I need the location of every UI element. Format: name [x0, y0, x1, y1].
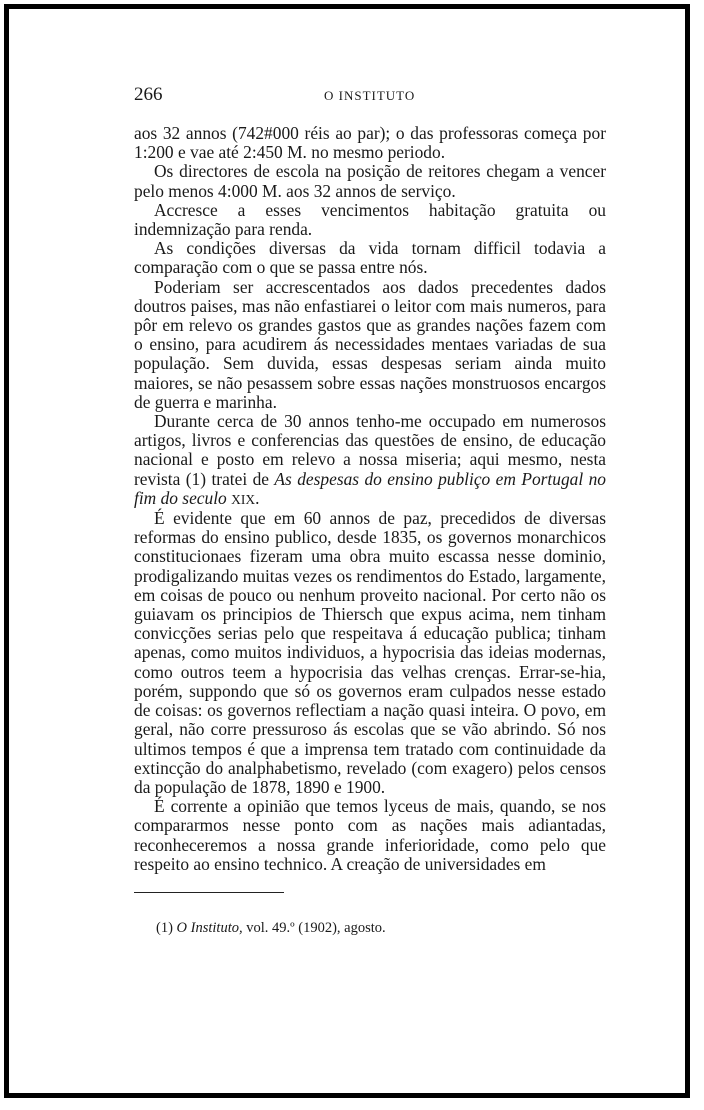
paragraph: Accresce a esses vencimentos habitação gratuita ou indemnização para renda. — [134, 199, 606, 240]
page-header — [134, 84, 606, 106]
cited-title: As despesas do ensino publiço em Portugal no fim do seculo — [134, 468, 606, 508]
paragraph: As condições diversas da vida tornam difficil todavia a comparação com o que se passa entre nós. — [134, 238, 606, 278]
footnote-rule — [134, 892, 284, 893]
century-numeral: XIX — [231, 491, 256, 507]
page-number: 266 — [134, 84, 163, 105]
paragraph: Os directores de escola na posição de reitores chegam a vencer pelo menos 4:000 M. aos 32 annos de serviço. — [134, 161, 606, 201]
paragraph-text: Durante cerca de 30 annos tenho-me occupado em numerosos artigos, livros e conferencias das questões de ensino, de educação nacional e posto em relevo a nossa miseria; aqui mesmo, nesta revista (1) tratei de — [134, 411, 606, 489]
paragraph: Poderiam ser accrescentados aos dados precedentes dados doutros paises, mas não enfastiarei o leitor com mais numeros, para pôr em relevo os grandes gastos que as grandes nações fazem com o ensino, para acudirem ás necessidades mentaes variadas de sua população. Sem duvida, essas despesas seriam ainda muito maiores, se não pesassem sobre essas nações monstruosos encargos de guerra e marinha. — [134, 276, 606, 412]
paragraph-with-citation — [134, 412, 606, 509]
paragraph: aos 32 annos (742#000 réis ao par); o das professoras começa por 1:200 e vae até 2:450 M. no mesmo periodo. — [134, 123, 606, 163]
footnote-mark: (1) — [156, 920, 173, 936]
body-text — [134, 124, 606, 874]
paragraph: É corrente a opinião que temos lyceus de mais, quando, se nos compararmos nesse ponto com as nações mais adiantadas, reconheceremos a nossa grande inferioridade, como pelo que respeito ao ensino technico. A creação de universidades em — [134, 796, 606, 874]
footnote-text: vol. 49.º (1902), agosto. — [246, 920, 386, 936]
paragraph-end: . — [255, 487, 260, 508]
footnote-title: O Instituto, — [176, 920, 243, 936]
paragraph: É evidente que em 60 annos de paz, precedidos de diversas reformas do ensino publico, desde 1835, os governos monarchicos constitucionaes fizeram uma obra muito escassa nesse dominio, prodigalizando muitas vezes os rendimentos do Estado, largamente, em coisas de pouco ou nenhum proveito nacional. Por certo não os guiavam os principios de Thiersch que expus acima, nem tinham convicções serias pelo que respeitava á educação publica; tinham apenas, como muitos individuos, a hypocrisia das ideias modernas, como outros teem a hypocrisia das velhas crenças. Errar-se-hia, porém, suppondo que só os governos eram culpados nesse estado de coisas: os governos reflectiam a nação quasi inteira. O povo, em geral, não corre pressuroso ás escolas que se vão abrindo. Só nos ultimos tempos é que a imprensa tem tratado com continuidade da extincção do analphabetismo, revelado (com exagero) pelos censos da população de 1878, 1890 e 1900. — [134, 508, 606, 797]
footnote — [156, 920, 596, 937]
running-head: O INSTITUTO — [324, 88, 416, 103]
